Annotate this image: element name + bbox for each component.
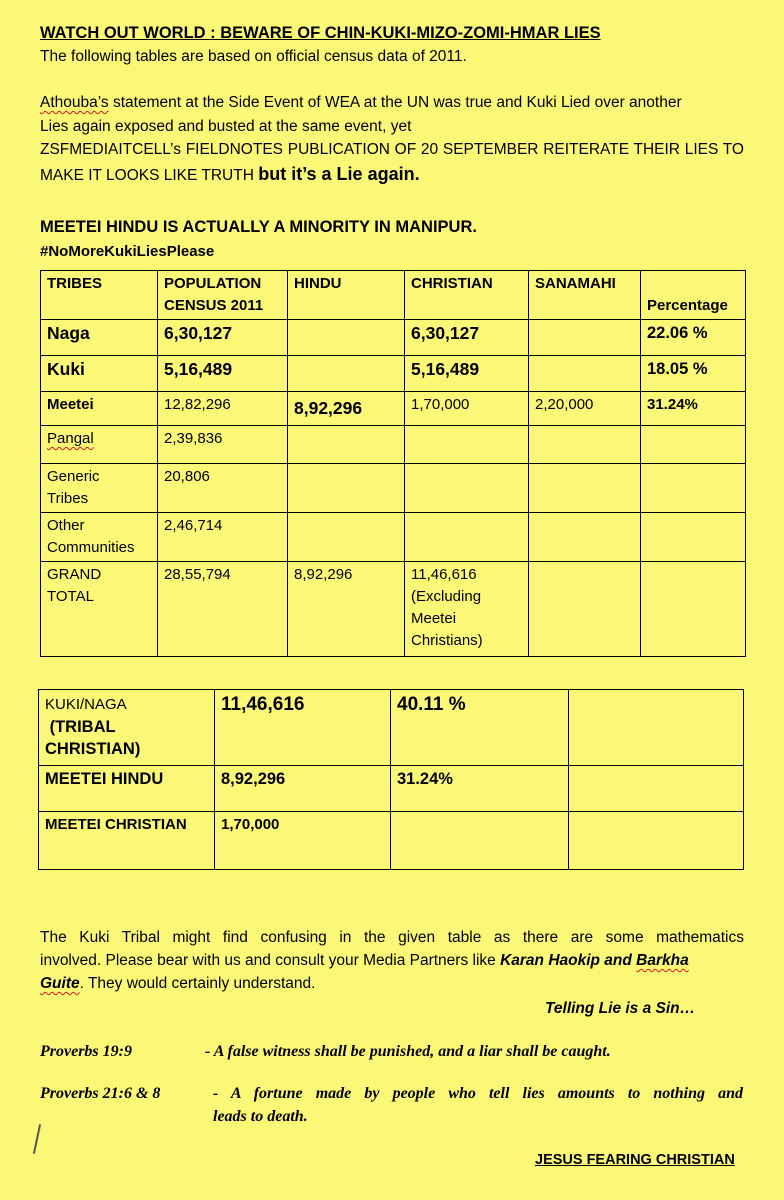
percentage-cell: [641, 513, 746, 562]
summary-empty-cell: [569, 766, 744, 812]
statement-line-1: Athouba’s statement at the Side Event of WEA at the UN was true and Kuki Lied over another: [40, 94, 682, 111]
christian-cell: 1,70,000: [405, 392, 529, 426]
percentage-cell: [641, 464, 746, 513]
table-row: [41, 320, 746, 356]
percentage-cell: 18.05 %: [641, 356, 746, 392]
christian-cell: 6,30,127: [405, 320, 529, 356]
christian-cell: [405, 513, 529, 562]
header-hindu: HINDU: [288, 271, 405, 320]
header-percentage: Percentage: [641, 271, 746, 320]
summary-value-cell: 1,70,000: [215, 812, 391, 870]
document-title: WATCH OUT WORLD : BEWARE OF CHIN-KUKI-MIZO-ZOMI-HMAR LIES: [40, 24, 601, 42]
sanamahi-cell: [529, 426, 641, 464]
census-table: [40, 270, 746, 657]
summary-label-cell: KUKI/NAGA (TRIBAL CHRISTIAN): [39, 690, 215, 766]
athouba-word: Athouba’s: [40, 94, 109, 111]
proverb-text-1: - A false witness shall be punished, and a liar shall be caught.: [205, 1043, 611, 1060]
table-row: [41, 392, 746, 426]
header-population: POPULATION CENSUS 2011: [158, 271, 288, 320]
tribe-cell: Kuki: [41, 356, 158, 392]
population-cell: 2,46,714: [158, 513, 288, 562]
christian-cell: [405, 426, 529, 464]
tribe-cell: Naga: [41, 320, 158, 356]
tagline: Telling Lie is a Sin…: [545, 1000, 696, 1017]
summary-empty-cell: [569, 690, 744, 766]
table-row: [39, 766, 744, 812]
sanamahi-cell: [529, 562, 641, 657]
table-row: [39, 812, 744, 870]
header-sanamahi: SANAMAHI: [529, 271, 641, 320]
closing-line-2: involved. Please bear with us and consult your Media Partners like Karan Haokip and Barkha: [40, 952, 689, 969]
hindu-cell: [288, 464, 405, 513]
sanamahi-cell: [529, 320, 641, 356]
percentage-cell: [641, 426, 746, 464]
population-cell: 5,16,489: [158, 356, 288, 392]
hashtag: #NoMoreKukiLiesPlease: [40, 243, 215, 260]
sanamahi-cell: [529, 356, 641, 392]
pen-stroke-mark: [33, 1124, 41, 1154]
summary-empty-cell: [569, 812, 744, 870]
summary-percent-cell: [391, 812, 569, 870]
percentage-cell: [641, 562, 746, 657]
tribe-cell: Meetei: [41, 392, 158, 426]
christian-cell: 11,46,616 (Excluding Meetei Christians): [405, 562, 529, 657]
proverb-text-2b: leads to death.: [213, 1108, 308, 1125]
proverb-ref-2: Proverbs 21:6 & 8: [40, 1085, 161, 1102]
intro-line: The following tables are based on official census data of 2011.: [40, 48, 467, 65]
table-row: [41, 464, 746, 513]
table-row: [41, 426, 746, 464]
population-cell: 2,39,836: [158, 426, 288, 464]
hindu-cell: [288, 513, 405, 562]
summary-table: [38, 689, 744, 870]
statement-line-3: ZSFMEDIAITCELL’s FIELDNOTES PUBLICATION OF 20 SEPTEMBER REITERATE THEIR LIES TO: [40, 141, 744, 158]
minority-heading: MEETEI HINDU IS ACTUALLY A MINORITY IN MANIPUR.: [40, 218, 477, 236]
hindu-cell: 8,92,296: [288, 562, 405, 657]
population-cell: 28,55,794: [158, 562, 288, 657]
summary-percent-cell: 31.24%: [391, 766, 569, 812]
tribe-cell: GRAND TOTAL: [41, 562, 158, 657]
proverb-ref-1: Proverbs 19:9: [40, 1043, 132, 1060]
population-cell: 6,30,127: [158, 320, 288, 356]
header-tribes: TRIBES: [41, 271, 158, 320]
christian-cell: [405, 464, 529, 513]
summary-label-cell: MEETEI HINDU: [39, 766, 215, 812]
proverb-text-2a: - A fortune made by people who tell lies amounts to nothing and: [213, 1085, 743, 1102]
grand-total-row: [41, 562, 746, 657]
population-cell: 12,82,296: [158, 392, 288, 426]
hindu-cell: 8,92,296: [288, 392, 405, 426]
header-christian: CHRISTIAN: [405, 271, 529, 320]
summary-label-cell: MEETEI CHRISTIAN: [39, 812, 215, 870]
table-row: [39, 690, 744, 766]
sanamahi-cell: [529, 464, 641, 513]
summary-value-cell: 8,92,296: [215, 766, 391, 812]
closing-line-3: Guite. They would certainly understand.: [40, 975, 316, 992]
statement-line-4: MAKE IT LOOKS LIKE TRUTH but it’s a Lie again.: [40, 164, 420, 184]
sanamahi-cell: 2,20,000: [529, 392, 641, 426]
percentage-cell: 31.24%: [641, 392, 746, 426]
table-row: [41, 513, 746, 562]
closing-line-1: The Kuki Tribal might find confusing in the given table as there are some mathematics: [40, 929, 744, 946]
hindu-cell: [288, 320, 405, 356]
statement-line-2: Lies again exposed and busted at the same event, yet: [40, 118, 412, 135]
hindu-cell: [288, 426, 405, 464]
population-cell: 20,806: [158, 464, 288, 513]
hindu-cell: [288, 356, 405, 392]
summary-percent-cell: 40.11 %: [391, 690, 569, 766]
signature: JESUS FEARING CHRISTIAN: [535, 1152, 735, 1168]
census-header-row: [41, 271, 746, 320]
tribe-cell: Other Communities: [41, 513, 158, 562]
tribe-cell: Pangal: [41, 426, 158, 464]
sanamahi-cell: [529, 513, 641, 562]
tribe-cell: Generic Tribes: [41, 464, 158, 513]
summary-value-cell: 11,46,616: [215, 690, 391, 766]
table-row: [41, 356, 746, 392]
percentage-cell: 22.06 %: [641, 320, 746, 356]
christian-cell: 5,16,489: [405, 356, 529, 392]
statement-emphasis: but it’s a Lie again.: [258, 164, 420, 184]
